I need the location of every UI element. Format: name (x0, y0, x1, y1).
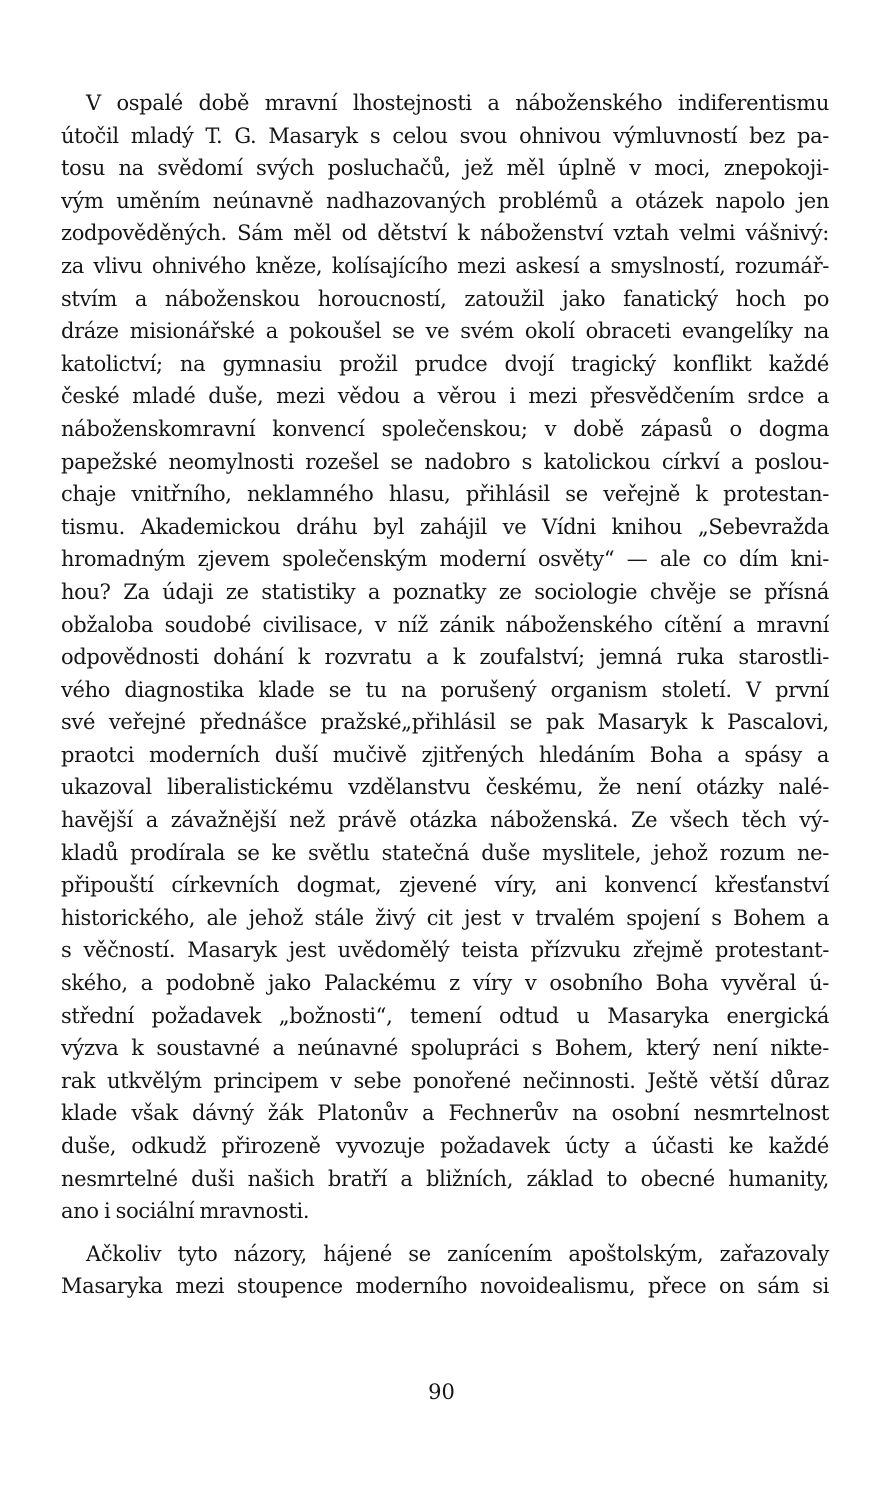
text-line: střední požadavek „božnosti“, temení odtud u Masaryka energická (61, 1003, 829, 1028)
text-line: odpovědnosti dohání k rozvratu a k zoufalství; jemná ruka starostli- (61, 645, 829, 670)
page-body (61, 87, 829, 1303)
text-line: historického, ale jehož stále živý cit jest v trvalém spojení s Bohem a (61, 905, 829, 930)
text-line: náboženskomravní konvencí společenskou; v době zápasů o dogma (61, 416, 829, 441)
text-line: papežské neomylnosti rozešel se nadobro s katolickou církví a poslou- (61, 449, 829, 474)
text-line: rak utkvělým principem v sebe ponořené nečinnosti. Ještě větší důraz (61, 1068, 829, 1093)
text-line: české mladé duše, mezi vědou a věrou i mezi přesvědčením srdce a (61, 384, 829, 409)
text-line: praotci moderních duší mučivě zjitřených hledáním Boha a spásy a (61, 742, 829, 767)
text-line: stvím a náboženskou horoucností, zatoužil jako fanatický hoch po (61, 286, 829, 311)
text-line: klade však dávný žák Platonův a Fechnerův na osobní nesmrtelnost (61, 1101, 829, 1126)
text-line: havější a závažnější než právě otázka náboženská. Ze všech těch vý- (61, 808, 829, 833)
paragraph-1 (61, 87, 829, 1228)
text-line: zodpověděných. Sám měl od dětství k náboženství vztah velmi vášnivý: (61, 221, 829, 246)
text-line: s věčností. Masaryk jest uvědomělý teista přízvuku zřejmě protestant- (61, 938, 829, 963)
page-number: 90 (428, 1380, 455, 1404)
text-line: vým uměním neúnavně nadhazovaných problémů a otázek napolo jen (61, 188, 829, 213)
text-line: připouští církevních dogmat, zjevené víry, ani konvencí křesťanství (61, 873, 829, 898)
paragraph-gap (61, 1228, 829, 1238)
text-line: své veřejné přednášce pražské„přihlásil se pak Masaryk k Pascalovi, (61, 710, 829, 735)
text-line: V ospalé době mravní lhostejnosti a náboženského indiferentismu (86, 91, 829, 115)
text-line: vého diagnostika klade se tu na porušený organism století. V první (61, 677, 829, 702)
text-line: ského, a podobně jako Palackému z víry v osobního Boha vyvěral ú- (61, 971, 829, 996)
paragraph-2 (61, 1238, 829, 1303)
text-line: nesmrtelné duši našich bratří a bližních, základ to obecné humanity, (61, 1166, 829, 1191)
text-line: útočil mladý T. G. Masaryk s celou svou ohnivou výmluvností bez pa- (61, 123, 829, 148)
text-line: dráze misionářské a pokoušel se ve svém okolí obraceti evangelíky na (61, 319, 829, 344)
text-line: kladů prodírala se ke světlu statečná duše myslitele, jehož rozum ne- (61, 840, 829, 865)
text-line: chaje vnitřního, neklamného hlasu, přihlásil se veřejně k protestan- (61, 482, 829, 507)
text-line: katolictví; na gymnasiu prožil prudce dvojí tragický konflikt každé (61, 351, 829, 376)
text-line: tosu na svědomí svých posluchačů, jež měl úplně v moci, znepokoji- (61, 156, 829, 181)
text-line: Masaryka mezi stoupence moderního novoidealismu, přece on sám si (61, 1274, 829, 1299)
text-line: za vlivu ohnivého kněze, kolísajícího mezi askesí a smyslností, rozumář- (61, 253, 829, 278)
text-line: hromadným zjevem společenským moderní osvěty“ — ale co dím kni- (61, 547, 829, 572)
text-line: ukazoval liberalistickému vzdělanstvu českému, že není otázky nalé- (61, 775, 829, 800)
text-line: Ačkoliv tyto názory, hájené se zanícením apoštolským, zařazovaly (86, 1241, 829, 1266)
text-line: ano i sociální mravnosti. (61, 1199, 310, 1224)
text-line: hou? Za údaji ze statistiky a poznatky ze sociologie chvěje se přísná (61, 579, 829, 604)
text-line: tismu. Akademickou dráhu byl zahájil ve Vídni knihou „Sebevražda (61, 514, 829, 539)
text-line: duše, odkudž přirozeně vyvozuje požadavek úcty a účasti ke každé (61, 1134, 829, 1158)
text-line: výzva k soustavné a neúnavné spolupráci s Bohem, který není nikte- (61, 1036, 829, 1061)
text-line: obžaloba soudobé civilisace, v níž zánik náboženského cítění a mravní (61, 612, 829, 637)
